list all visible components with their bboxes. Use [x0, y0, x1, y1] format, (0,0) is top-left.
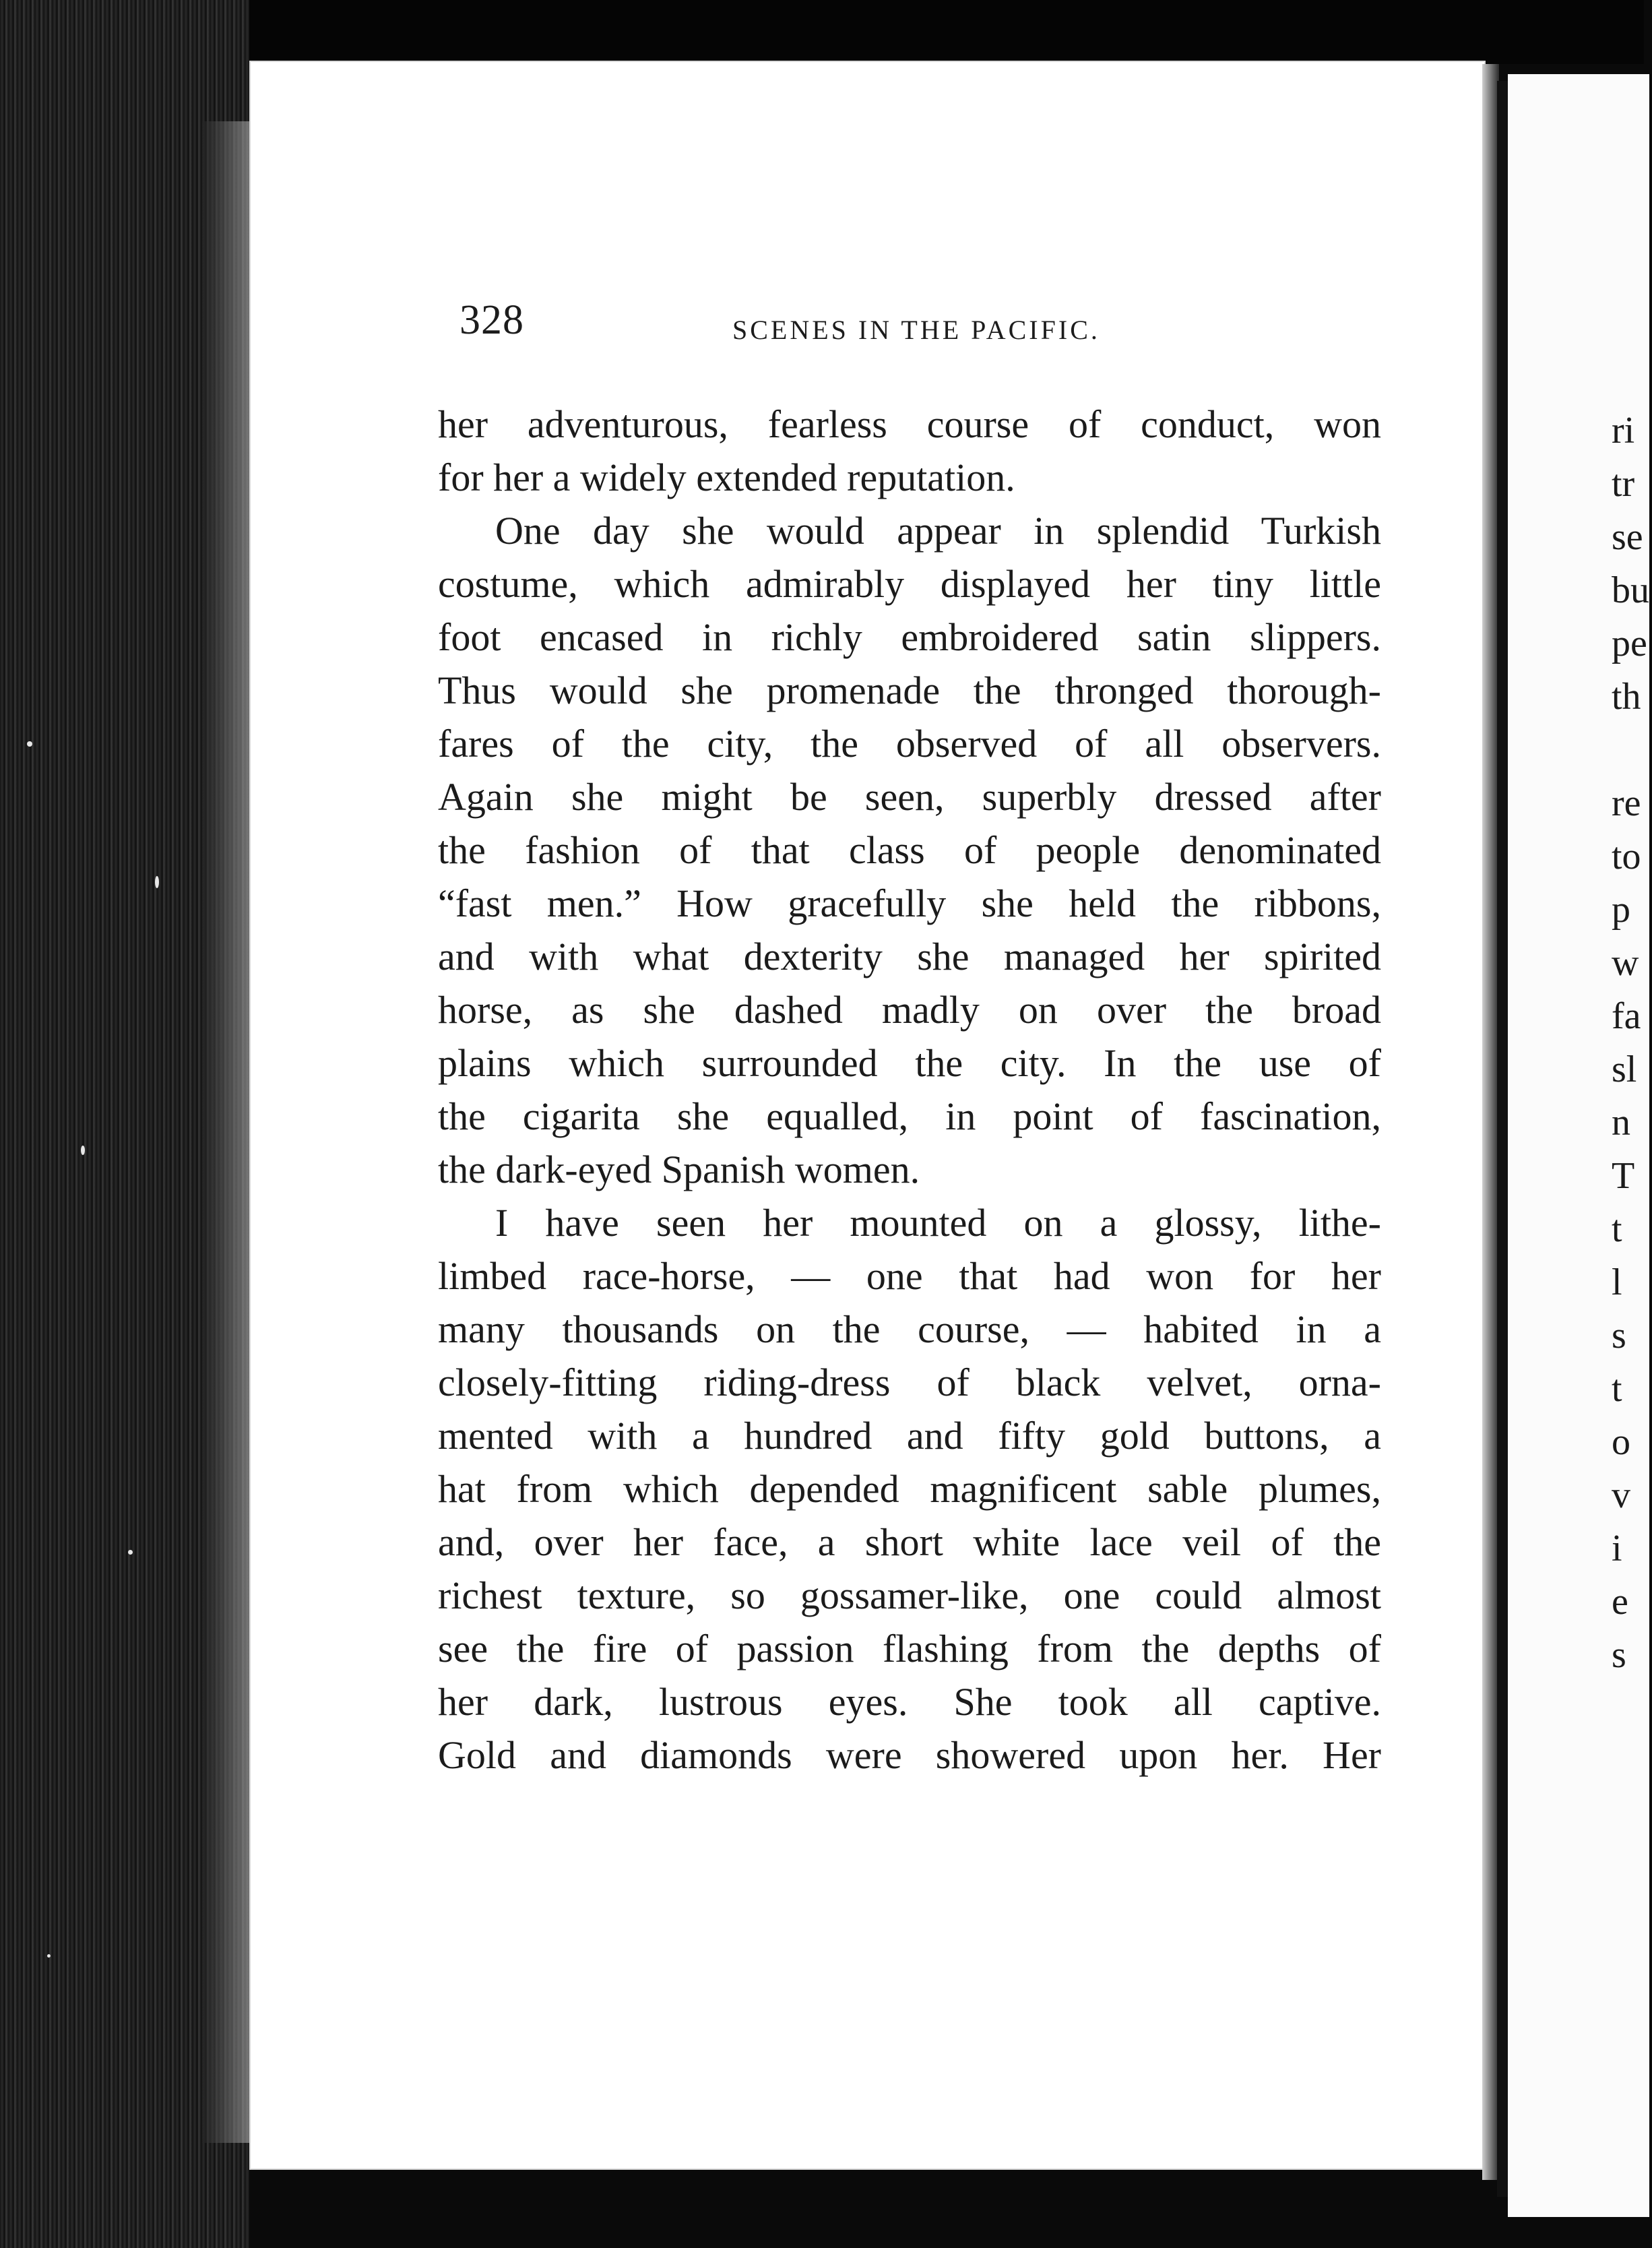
facing-fragment: s: [1612, 1315, 1626, 1356]
text-line: the dark-eyed Spanish women.: [438, 1148, 920, 1191]
text-line: Again she might be seen, superbly dressed after: [438, 775, 1381, 819]
facing-fragment: bu: [1612, 569, 1649, 611]
facing-fragment: se: [1612, 516, 1643, 558]
text-line: richest texture, so gossamer-like, one could almost: [438, 1573, 1381, 1617]
facing-fragment: re: [1612, 782, 1641, 824]
text-line: Gold and diamonds were showered upon her. Her: [438, 1733, 1381, 1777]
text-line: her adventurous, fearless course of conduct, won: [438, 402, 1381, 446]
facing-fragment: s: [1612, 1634, 1626, 1676]
text-line: the fashion of that class of people denominated: [438, 828, 1381, 872]
text-line: mented with a hundred and fifty gold buttons, a: [438, 1414, 1381, 1458]
facing-fragment: to: [1612, 836, 1641, 877]
running-head: SCENES IN THE PACIFIC.: [732, 315, 1100, 345]
text-line: her dark, lustrous eyes. She took all captive.: [438, 1680, 1381, 1724]
text-line: for her a widely extended reputation.: [438, 456, 1015, 499]
text-line: many thousands on the course, — habited in a: [438, 1307, 1381, 1351]
dust-speck: [128, 1550, 133, 1555]
facing-fragment: sl: [1612, 1049, 1637, 1090]
dust-speck: [155, 876, 159, 888]
dust-speck: [27, 741, 32, 747]
facing-fragment: w: [1612, 942, 1639, 984]
facing-fragment: [1612, 724, 1652, 777]
facing-fragment: fa: [1612, 995, 1641, 1037]
body-text: [438, 398, 1381, 1782]
facing-fragment: T: [1612, 1155, 1635, 1197]
text-line: and with what dexterity she managed her spirited: [438, 935, 1381, 978]
text-line: horse, as she dashed madly on over the broad: [438, 988, 1381, 1032]
text-line: I have seen her mounted on a glossy, lithe-: [495, 1201, 1381, 1245]
dust-speck: [47, 1954, 51, 1958]
page-header: [459, 296, 1403, 350]
text-line: closely-fitting riding-dress of black velvet, orna-: [438, 1361, 1381, 1404]
facing-fragment: ri: [1612, 410, 1635, 451]
text-line: the cigarita she equalled, in point of fascination,: [438, 1094, 1381, 1138]
facing-fragment: pe: [1612, 623, 1647, 664]
facing-page-text: [1612, 404, 1652, 1682]
facing-fragment: v: [1612, 1474, 1630, 1516]
facing-fragment: t: [1612, 1208, 1622, 1250]
page-number: 328: [459, 297, 524, 343]
facing-fragment: l: [1612, 1261, 1622, 1303]
text-line: plains which surrounded the city. In the use of: [438, 1041, 1381, 1085]
text-line: fares of the city, the observed of all observers.: [438, 722, 1381, 766]
text-line: One day she would appear in splendid Turkish: [495, 509, 1381, 553]
facing-fragment: e: [1612, 1581, 1628, 1623]
facing-fragment: t: [1612, 1368, 1622, 1410]
text-line: Thus would she promenade the thronged thorough-: [438, 668, 1381, 712]
text-line: hat from which depended magnificent sable plumes,: [438, 1467, 1381, 1511]
text-line: costume, which admirably displayed her tiny little: [438, 562, 1381, 606]
facing-fragment: o: [1612, 1421, 1630, 1463]
text-line: limbed race-horse, — one that had won for her: [438, 1254, 1381, 1298]
facing-fragment: th: [1612, 676, 1641, 718]
page-edges: [202, 121, 249, 2143]
facing-fragment: i: [1612, 1528, 1622, 1569]
text-line: “fast men.” How gracefully she held the ribbons,: [438, 881, 1381, 925]
text-line: foot encased in richly embroidered satin slippers.: [438, 615, 1381, 659]
facing-fragment: n: [1612, 1102, 1630, 1144]
text-line: and, over her face, a short white lace veil of the: [438, 1520, 1381, 1564]
facing-fragment: p: [1612, 889, 1630, 931]
dust-speck: [81, 1146, 85, 1155]
text-line: see the fire of passion flashing from the depths of: [438, 1627, 1381, 1671]
facing-fragment: tr: [1612, 463, 1635, 505]
